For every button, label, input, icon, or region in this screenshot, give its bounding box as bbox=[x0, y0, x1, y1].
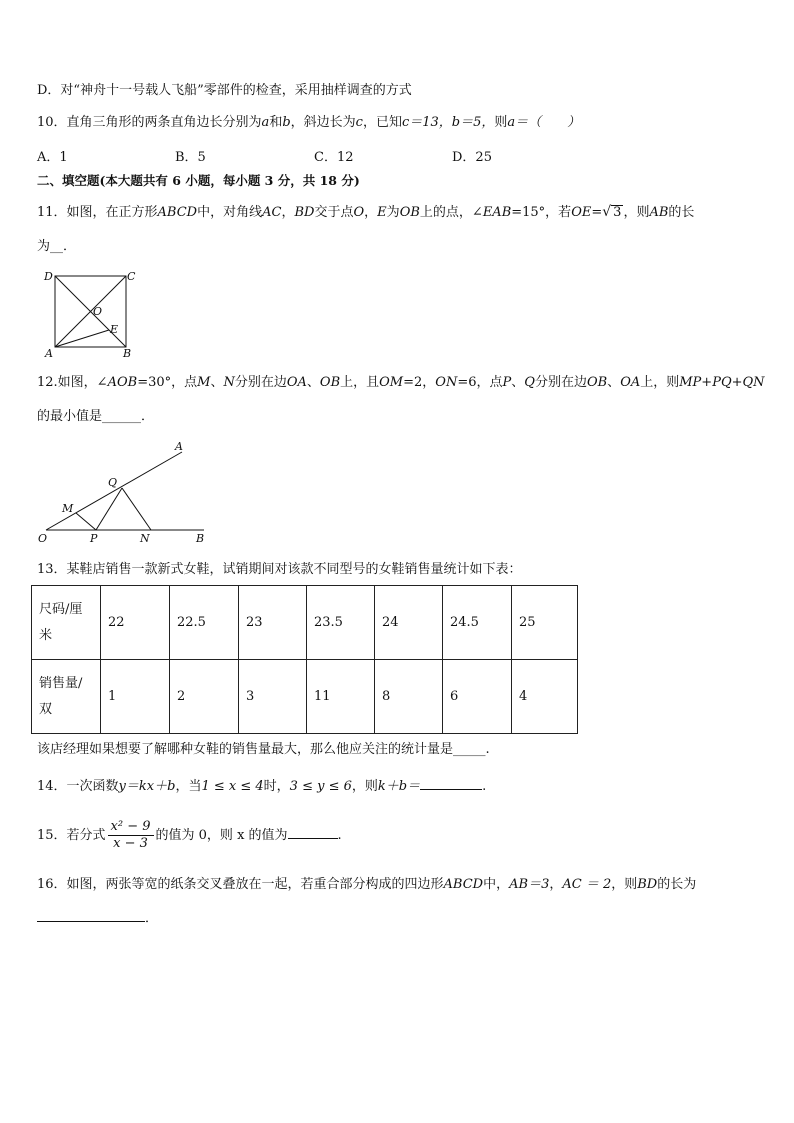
q15-stem: 15．若分式 $\frac{\text{x² − 9}}{x - 3}$ 的值为 0，则 x 的值为 . bbox=[37, 819, 342, 851]
q12-stem-line2: 的最小值是______． bbox=[37, 409, 155, 424]
table-cell: 25 bbox=[512, 586, 578, 660]
q16-stem-line2: ． bbox=[37, 908, 158, 928]
shoe-sales-table bbox=[31, 585, 578, 734]
table-cell: 22.5 bbox=[170, 586, 239, 660]
label-q: Q bbox=[108, 476, 118, 489]
label-d: D bbox=[44, 270, 53, 283]
table-cell: 2 bbox=[170, 660, 239, 734]
q10-stem: 10．直角三角形的两条直角边长分别为a和b，斜边长为c，已知c＝13，b＝5，则a＝（ ） bbox=[37, 115, 581, 130]
label-a: A bbox=[45, 347, 53, 360]
table-cell: 23.5 bbox=[307, 586, 375, 660]
table-header-cell: 销售量/ 双 bbox=[32, 660, 101, 734]
q12-stem: 12.如图，∠AOB=30°，点M、N分别在边OA、OB上，且OM=2，ON=6，点P、Q分别在边OB、OA上，则MP+PQ+QN bbox=[37, 375, 765, 390]
answer-blank bbox=[288, 825, 338, 839]
table-header-cell: 尺码/厘 米 bbox=[32, 586, 101, 660]
q11-stem-line2: 为__． bbox=[37, 239, 77, 254]
table-cell: 23 bbox=[239, 586, 307, 660]
q9-option-d: D．对“神舟十一号载人飞船”零部件的检查，采用抽样调查的方式 bbox=[37, 83, 412, 98]
label-b: B bbox=[196, 532, 205, 545]
label-b: B bbox=[123, 347, 132, 360]
q10-option-c: C．12 bbox=[314, 150, 354, 165]
q10-option-a: A．1 bbox=[37, 150, 68, 165]
q11-stem: 11．如图，在正方形ABCD中，对角线AC，BD交于点O，E为OB上的点，∠EAB=15°，若OE=√ 3 ，则AB的长 bbox=[37, 204, 695, 220]
q13-follow-up: 该店经理如果想要了解哪种女鞋的销售量最大，那么他应关注的统计量是_____. bbox=[37, 742, 490, 757]
table-cell: 3 bbox=[239, 660, 307, 734]
table-row bbox=[32, 660, 578, 734]
table-cell: 24.5 bbox=[443, 586, 512, 660]
table-cell: 24 bbox=[375, 586, 443, 660]
label-n: N bbox=[140, 532, 150, 545]
table-cell: 6 bbox=[443, 660, 512, 734]
label-e: E bbox=[110, 323, 119, 336]
answer-blank bbox=[420, 776, 482, 790]
ray-oa bbox=[46, 452, 182, 530]
answer-blank bbox=[37, 908, 145, 922]
section-heading: 二、填空题(本大题共有 6 小题，每小题 3 分，共 18 分) bbox=[37, 173, 360, 188]
table-cell: 11 bbox=[307, 660, 375, 734]
segment-qn bbox=[122, 488, 151, 530]
label-o: O bbox=[93, 305, 103, 318]
label-p: P bbox=[90, 532, 98, 545]
segment-mp bbox=[76, 513, 96, 530]
q14-stem: 14．一次函数y＝kx＋b，当1 ≤ x ≤ 4时，3 ≤ y ≤ 6，则k＋b＝ . bbox=[37, 776, 486, 796]
q12-angle-figure bbox=[36, 438, 216, 548]
q16-stem: 16．如图，两张等宽的纸条交叉叠放在一起，若重合部分构成的四边形ABCD中，AB＝3，AC ＝ 2，则BD的长为 bbox=[37, 877, 697, 892]
table-cell: 8 bbox=[375, 660, 443, 734]
table-row bbox=[32, 586, 578, 660]
table-cell: 4 bbox=[512, 660, 578, 734]
sqrt-radicand: 3 bbox=[613, 205, 622, 220]
table-cell: 1 bbox=[101, 660, 170, 734]
q10-option-b: B．5 bbox=[175, 150, 206, 165]
fraction: $\frac{\text{x² − 9}}{x - 3}$ bbox=[108, 819, 154, 852]
q11-square-figure bbox=[38, 268, 138, 360]
label-o: O bbox=[38, 532, 48, 545]
table-cell: 22 bbox=[101, 586, 170, 660]
label-a: A bbox=[175, 440, 183, 453]
label-c: C bbox=[127, 270, 136, 283]
q10-option-d: D．25 bbox=[452, 150, 492, 165]
q13-stem: 13．某鞋店销售一款新式女鞋，试销期间对该款不同型号的女鞋销售量统计如下表： bbox=[37, 562, 522, 577]
label-m: M bbox=[62, 502, 74, 515]
